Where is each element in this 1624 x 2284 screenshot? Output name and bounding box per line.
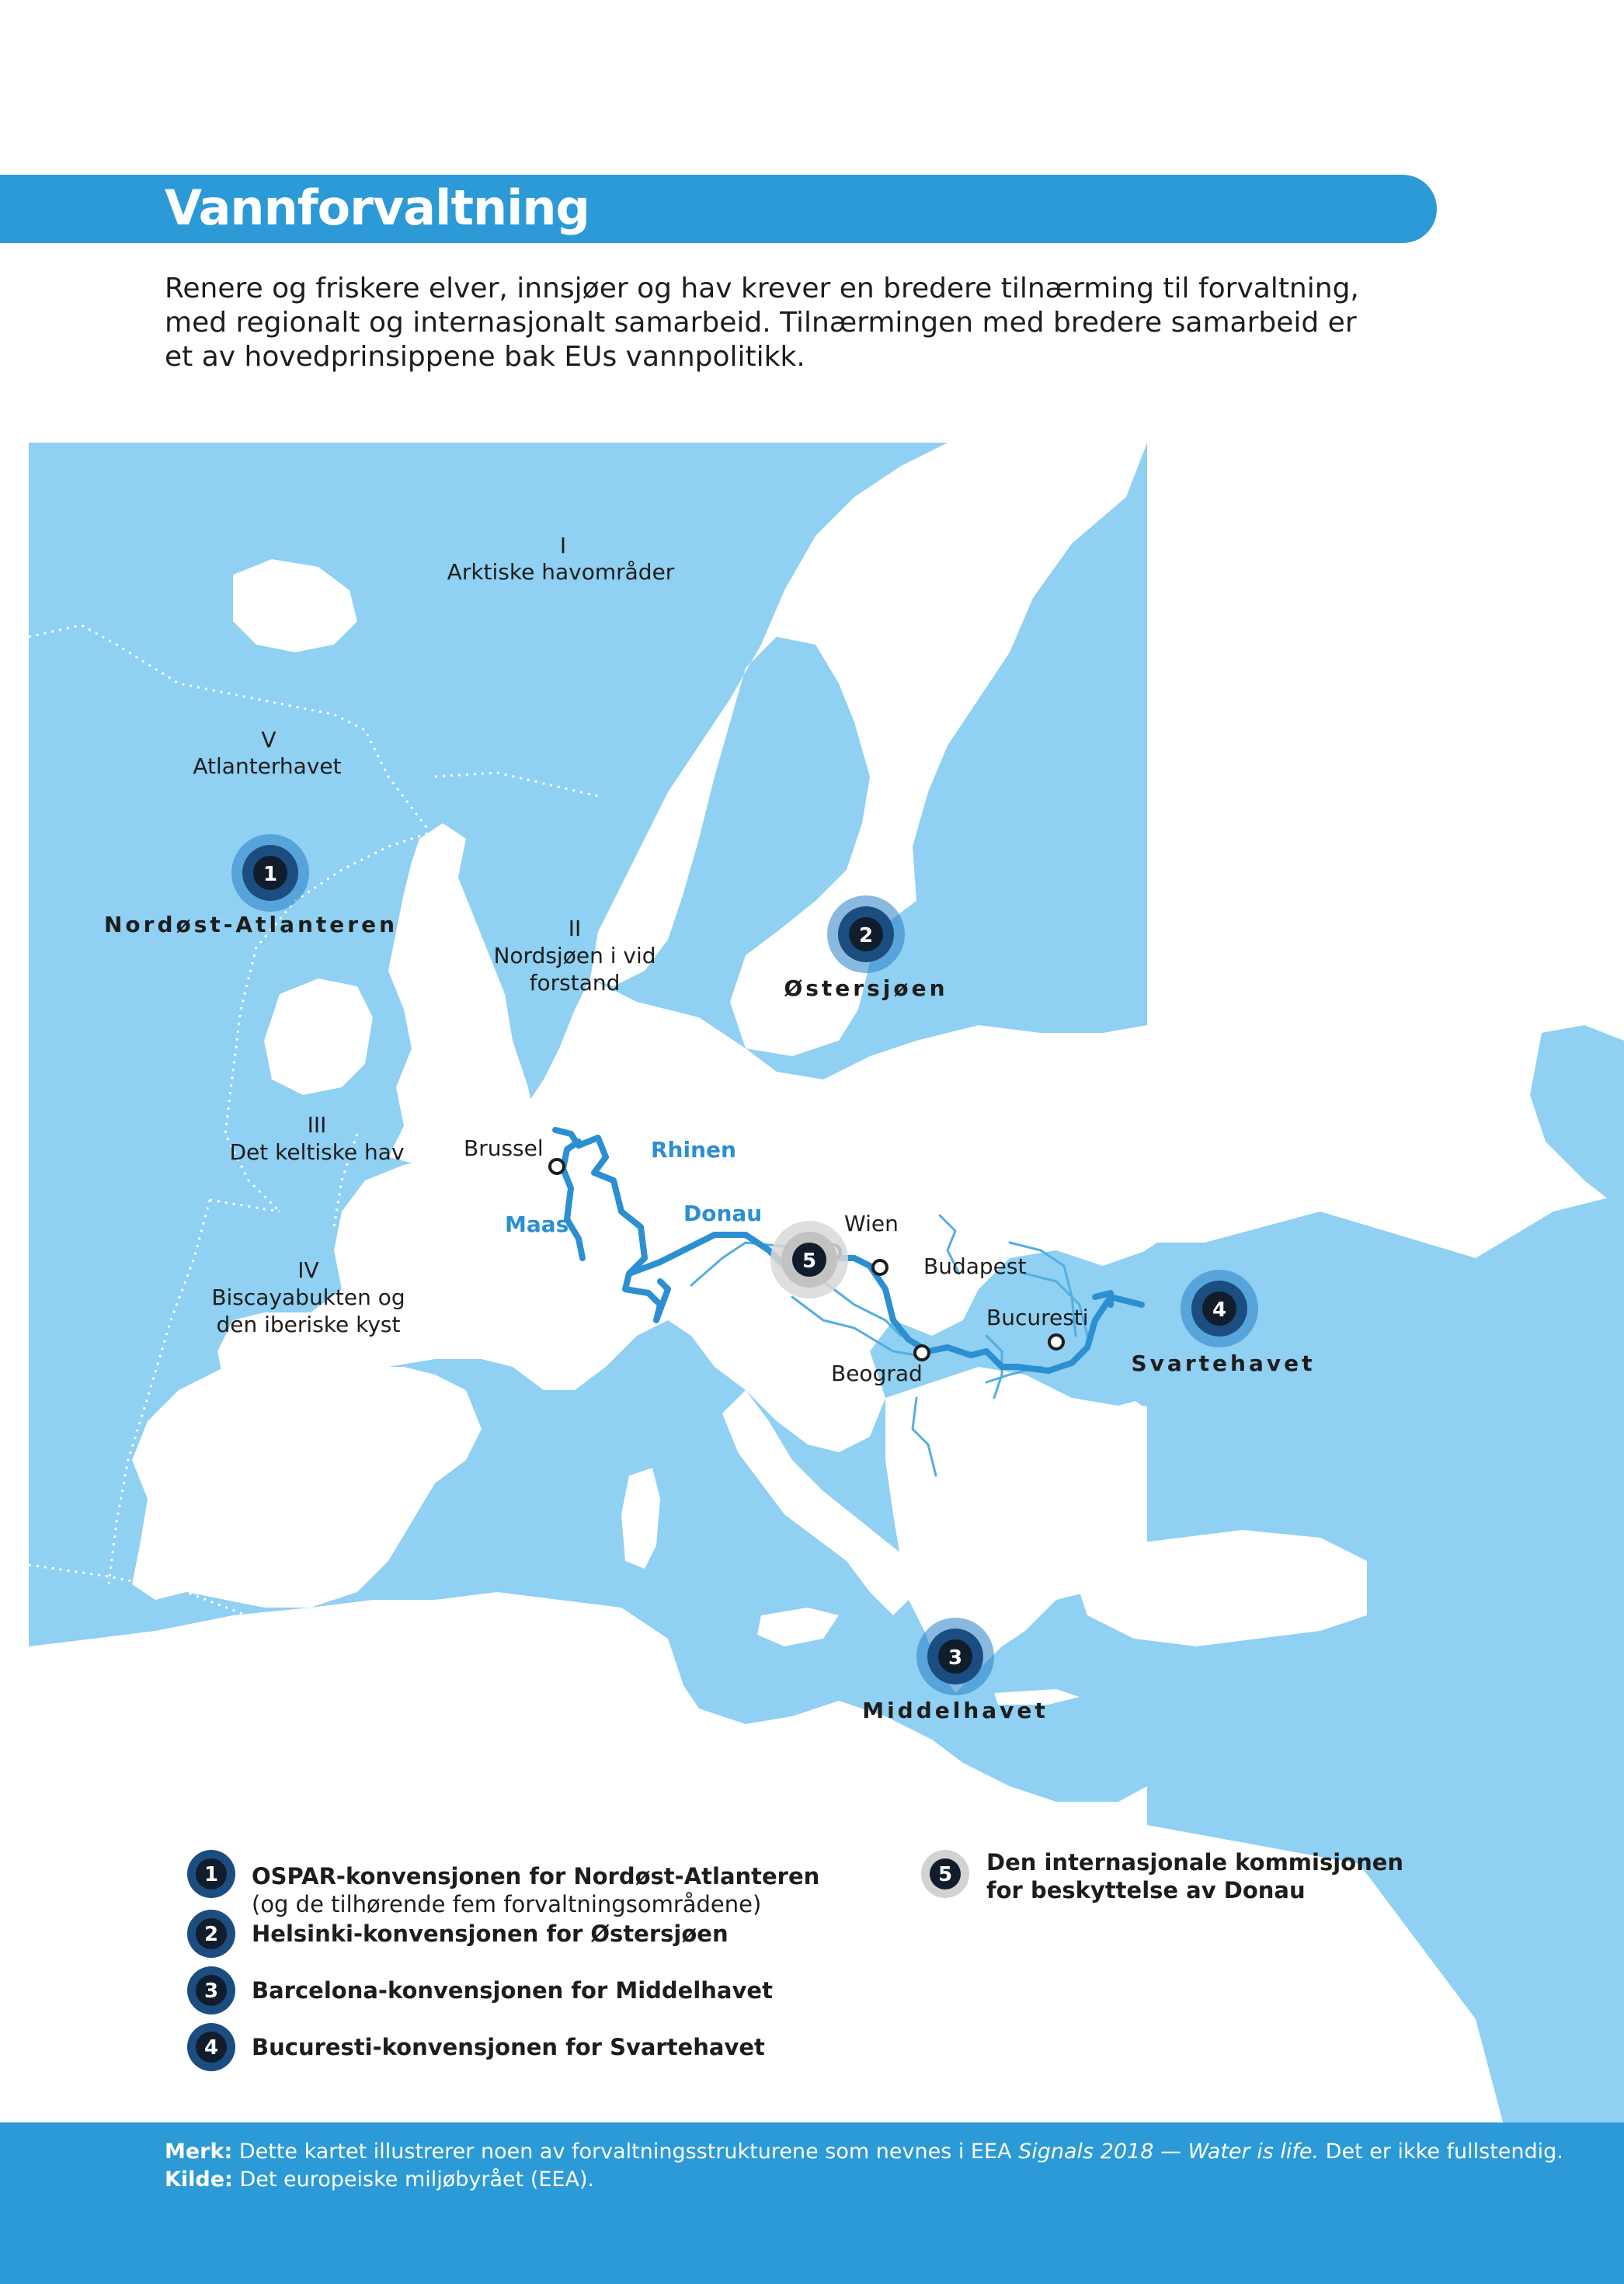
footer-note-text: Det er ikke fullstendig. xyxy=(1319,2140,1563,2164)
footer-note-text: Dette kartet illustrerer noen av forvaltningsstrukturene som nevnes i EEA xyxy=(232,2140,1019,2164)
city-label-vienna: Wien xyxy=(844,1211,899,1236)
legend-title: Den internasjonale kommisjonen xyxy=(986,1849,1404,1876)
legend-item-5 xyxy=(986,1848,1403,1904)
map-badge-5 xyxy=(770,1221,848,1298)
footer-note xyxy=(165,2140,1563,2164)
legend-badge-number: 4 xyxy=(203,2036,219,2060)
river-label-danube: Donau xyxy=(683,1201,763,1226)
legend-item-2 xyxy=(252,1920,729,1948)
city-marker-bucharest xyxy=(1049,1335,1063,1349)
map-badge-3 xyxy=(916,1618,994,1695)
area-celtic-name: Det keltiske hav xyxy=(229,1139,405,1165)
area-north-sea-num: II xyxy=(568,916,582,941)
area-atlantic-num: V xyxy=(261,727,276,753)
area-biscay-l2: den iberiske kyst xyxy=(216,1312,401,1337)
map-badge-1 xyxy=(231,834,309,912)
footer-source-text: Det europeiske miljøbyrået (EEA). xyxy=(232,2168,595,2192)
map-badge-2 xyxy=(827,895,905,973)
city-label-bucharest: Bucuresti xyxy=(986,1305,1089,1330)
landmass-anatolia xyxy=(1072,1530,1367,1646)
intro-line: et av hovedprinsippene bak EUs vannpolitikk. xyxy=(165,341,805,373)
map-badge-number: 1 xyxy=(263,863,278,886)
footer-source xyxy=(165,2168,594,2192)
legend-item-4 xyxy=(252,2033,765,2061)
legend-badge-5 xyxy=(921,1850,969,1898)
map-badge-number: 5 xyxy=(802,1250,817,1273)
legend-title: Bucuresti-konvensjonen for Svartehavet xyxy=(252,2034,765,2060)
area-atlantic-name: Atlanterhavet xyxy=(193,753,342,779)
legend-badge-number: 3 xyxy=(203,1980,219,2003)
map-badge-4 xyxy=(1181,1270,1258,1347)
legend-badge-number: 2 xyxy=(203,1923,219,1946)
sea-label-baltic: Østersjøen xyxy=(784,975,948,1001)
city-label-budapest: Budapest xyxy=(923,1253,1027,1279)
area-celtic-num: III xyxy=(307,1112,327,1138)
area-arctic-num: I xyxy=(559,533,567,558)
map-badge-number: 3 xyxy=(948,1646,963,1670)
legend-title: Helsinki-konvensjonen for Østersjøen xyxy=(252,1921,729,1947)
map-badge-number: 4 xyxy=(1212,1298,1227,1322)
intro-line: med regionalt og internasjonalt samarbeid. Tilnærmingen med bredere samarbeid er xyxy=(165,307,1357,339)
page-title: Vannforvaltning xyxy=(165,179,589,236)
city-marker-belgrade xyxy=(915,1346,929,1360)
area-arctic-name: Arktiske havområder xyxy=(447,559,675,585)
intro-line: Renere og friskere elver, innsjøer og hav krever en bredere tilnærming til forvaltning, xyxy=(165,273,1359,304)
legend-badge-2 xyxy=(187,1910,235,1958)
legend-title: for beskyttelse av Donau xyxy=(986,1877,1306,1903)
legend-badge-number: 1 xyxy=(203,1863,219,1886)
legend-badge-number: 5 xyxy=(937,1863,953,1886)
legend-badge-1 xyxy=(187,1850,235,1898)
legend-badge-4 xyxy=(187,2023,235,2071)
footer-bar xyxy=(0,2122,1624,2284)
area-north-sea-l2: forstand xyxy=(529,970,621,996)
legend-badge-3 xyxy=(187,1966,235,2015)
sea-label-black-sea: Svartehavet xyxy=(1131,1351,1316,1376)
sea-label-ne-atlantic: Nordøst-Atlanteren xyxy=(103,912,398,937)
area-biscay-num: IV xyxy=(297,1257,319,1283)
sea-caspian xyxy=(1530,1025,1624,1212)
map-badge-number: 2 xyxy=(858,924,874,947)
legend-title: OSPAR-konvensjonen for Nordøst-Atlanteren xyxy=(252,1863,820,1889)
river-label-rhine: Rhinen xyxy=(651,1137,736,1163)
legend-title: Barcelona-konvensjonen for Middelhavet xyxy=(252,1977,773,2004)
legend-subtitle: (og de tilhørende fem forvaltningsområdene) xyxy=(252,1891,762,1917)
legend-item-1 xyxy=(252,1862,819,1918)
area-north-sea-l1: Nordsjøen i vid xyxy=(493,943,656,968)
sea-label-mediterranean: Middelhavet xyxy=(862,1698,1048,1723)
area-biscay-l1: Biscayabukten og xyxy=(211,1285,405,1310)
footer-source-label: Kilde: xyxy=(165,2168,233,2192)
footer-note-italic: Signals 2018 — Water is life. xyxy=(1018,2140,1320,2164)
footer-note-label: Merk: xyxy=(165,2140,233,2164)
city-label-belgrade: Beograd xyxy=(831,1361,923,1386)
city-label-brussels: Brussel xyxy=(464,1135,544,1161)
city-marker-budapest xyxy=(873,1260,887,1274)
river-label-maas: Maas xyxy=(505,1212,569,1237)
legend-item-3 xyxy=(252,1976,773,2004)
city-marker-brussels xyxy=(550,1159,564,1173)
